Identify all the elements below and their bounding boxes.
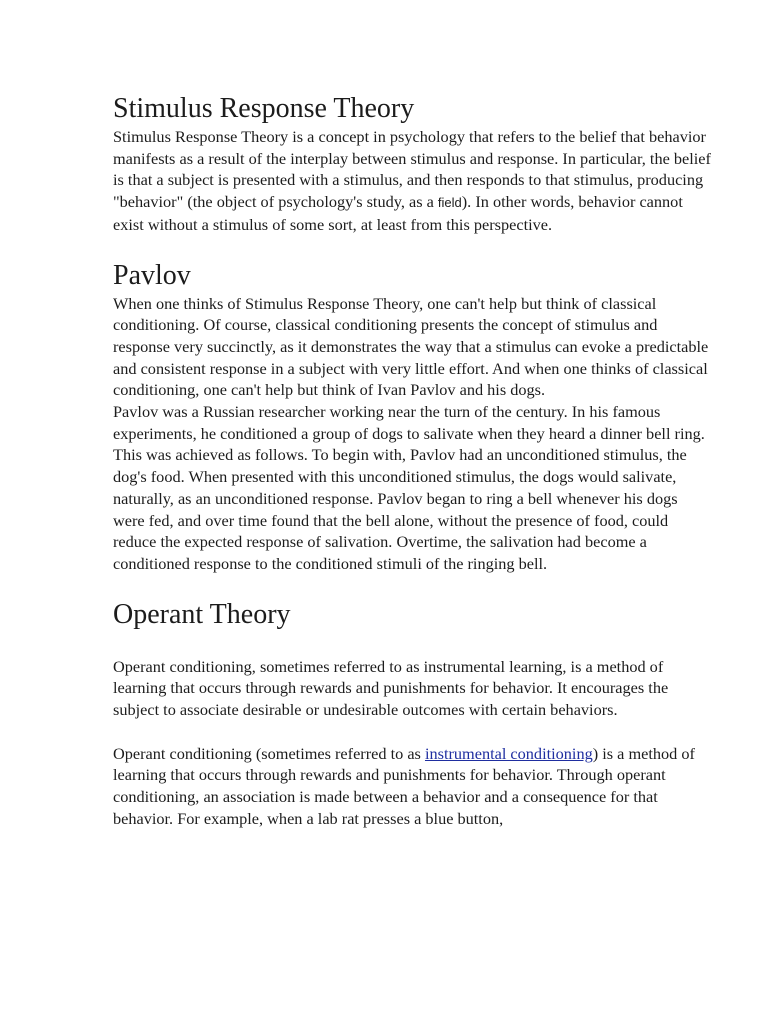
paragraph-pavlov-2: Pavlov was a Russian researcher working near the turn of the century. In his famous experiments, he conditioned a group of dogs to salivate when they heard a dinner bell ring. This was achieved as follows. To begin with, Pavlov had an unconditioned stimulus, the dog's food. When presented with this unconditioned stimulus, the dogs would salivate, naturally, as an unconditioned response. Pavlov began to ring a bell whenever his dogs were fed, and over time found that the bell alone, without the presence of food, could reduce the expected response of salivation. Overtime, the salivation had become a conditioned response to the conditioned stimuli of the ringing bell. [113,402,705,573]
paragraph-text: ) is a method of learning that occurs through rewards and punishments for behavior. Through operant conditioning, an association is made between a behavior and a consequence for that behavior. For example, when a lab rat presses a blue button, [113,743,695,828]
paragraph-text: ). In other words, behavior cannot exist without a stimulus of some sort, at least from this perspective. [113,192,683,234]
paragraph-operant-2 [113,743,713,830]
paragraph-operant-1: Operant conditioning, sometimes referred to as instrumental learning, is a method of learning that occurs through rewards and punishments for behavior. It encourages the subject to associate desirable or undesirable outcomes with certain behaviors. [113,656,669,720]
paragraph-pavlov-1: When one thinks of Stimulus Response Theory, one can't help but think of classical conditioning. Of course, classical conditioning presents the concept of stimulus and response very succinctly, as it demonstrates the way that a stimulus can evoke a predictable and consistent response in a subject with very little effort. And when one thinks of classical conditioning, one can't help but think of Ivan Pavlov and his dogs. [113,293,709,400]
field-word: field [437,195,462,211]
paragraph-stimulus-intro [113,126,713,236]
heading-operant-theory: Operant Theory [113,598,291,630]
paragraph-text: Stimulus Response Theory is a concept in psychology that refers to the belief that behavior manifests as a result of the interplay between stimulus and response. In particular, the belief is that a subject is presented with a stimulus, and then responds to that stimulus, producing "behavior" (the object of psychology's study, as a [113,127,711,212]
instrumental-conditioning-link[interactable]: instrumental conditioning [424,743,593,763]
paragraph-text: Operant conditioning (sometimes referred to as [113,743,425,763]
document-page [113,92,713,830]
heading-pavlov: Pavlov [113,259,191,291]
heading-stimulus-response-theory: Stimulus Response Theory [113,93,415,124]
